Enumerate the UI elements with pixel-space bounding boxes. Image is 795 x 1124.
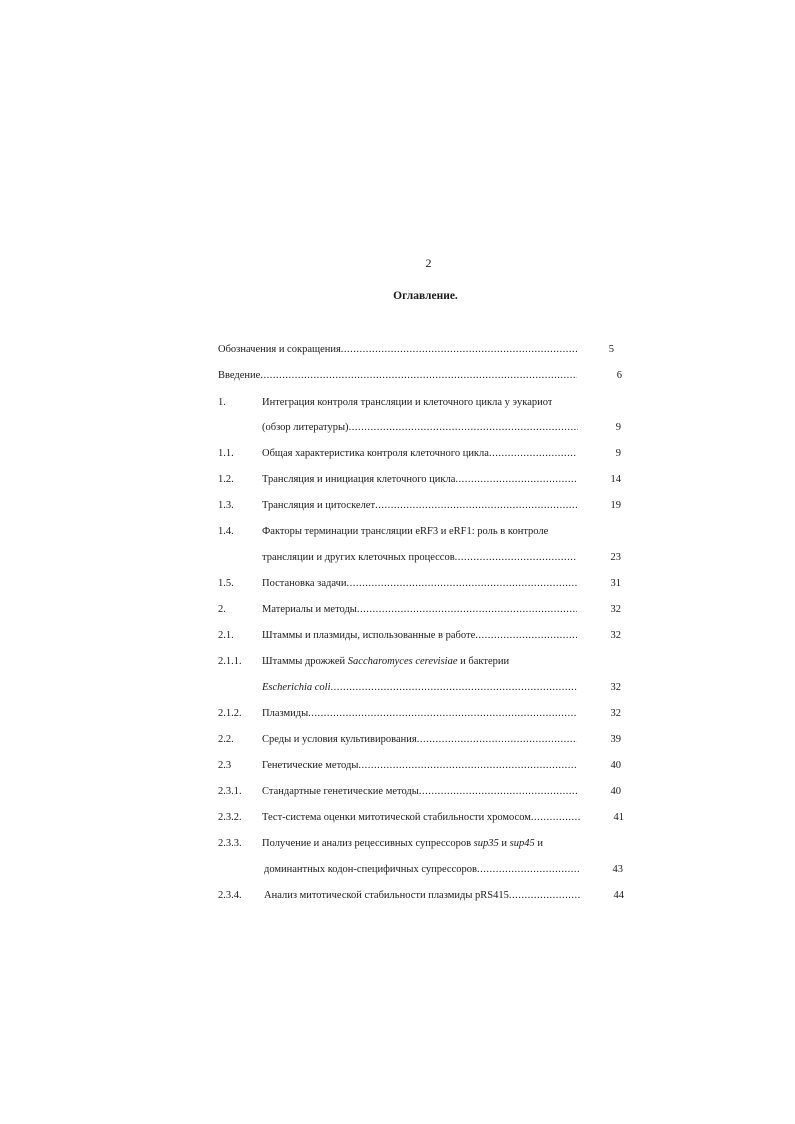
toc-number: 2.3: [218, 760, 232, 771]
toc-number: 2.3.1.: [218, 786, 242, 797]
toc-entry[interactable]: 2.3.2. Тест-система оценки митотической стабильности хромосом ..... 41: [218, 811, 580, 825]
toc-number: 2.3.2.: [218, 812, 242, 823]
toc-entry[interactable]: 1. Интеграция контроля трансляции и клеточного цикла у эукариот: [218, 397, 553, 408]
toc-entry[interactable]: 1.4. Факторы терминации трансляции eRF3 и eRF1: роль в контроле: [218, 526, 549, 537]
toc-page: 32: [610, 708, 621, 719]
toc-number: 1.3.: [218, 500, 234, 511]
toc-entry[interactable]: 2.3.1. Стандартные генетические методы ..... 40: [218, 785, 577, 799]
toc-entry[interactable]: 2. Материалы и методы ..... 32: [218, 603, 577, 617]
toc-page: 9: [615, 422, 621, 433]
toc-page: 32: [610, 604, 621, 615]
toc-page: 43: [612, 864, 623, 875]
toc-page: 31: [610, 578, 621, 589]
toc-entry[interactable]: Введение ..... 6: [218, 369, 577, 383]
toc-page: 5: [608, 344, 614, 355]
toc-entry[interactable]: 2.3.4. Анализ митотической стабильности плазмиды pRS415 ..... 44: [218, 889, 580, 903]
toc-entry[interactable]: (обзор литературы) ..... 9: [262, 421, 578, 435]
toc-number: 2.: [218, 604, 226, 615]
toc-entry[interactable]: 1.2. Трансляция и инициация клеточного цикла ..... 14: [218, 473, 577, 487]
toc-entry[interactable]: Escherichia coli ..... 32: [262, 681, 577, 695]
toc-entry[interactable]: доминантных кодон-специфичных супрессоров ..... 43: [264, 863, 579, 877]
toc-page: 44: [613, 890, 624, 901]
toc-number: 2.1.: [218, 630, 234, 641]
toc-page: 40: [610, 760, 621, 771]
toc-page: 39: [610, 734, 621, 745]
toc-number: 2.3.4.: [218, 890, 242, 901]
page-number: 2: [425, 256, 432, 270]
toc-page: 40: [610, 786, 621, 797]
toc-number: 1.: [218, 397, 226, 408]
toc-entry[interactable]: трансляции и других клеточных процессов ..... 23: [262, 551, 577, 565]
toc-page: 14: [610, 474, 621, 485]
toc-entry[interactable]: 2.2. Среды и условия культивирования ..... 39: [218, 733, 577, 747]
toc-entry[interactable]: Обозначения и сокращения ..... 5: [218, 343, 577, 357]
toc-number: 2.1.1.: [218, 656, 242, 667]
toc-number: 1.2.: [218, 474, 234, 485]
toc-number: 2.1.2.: [218, 708, 242, 719]
toc-page: 9: [615, 448, 621, 459]
toc-entry[interactable]: 1.1. Общая характеристика контроля клеточного цикла ..... 9: [218, 447, 577, 461]
toc-page: 6: [616, 370, 622, 381]
toc-number: 1.5.: [218, 578, 234, 589]
toc-number: 2.2.: [218, 734, 234, 745]
toc-number: 2.3.3.: [218, 838, 242, 849]
toc-page: 32: [610, 682, 621, 693]
toc-entry[interactable]: 2.1.1. Штаммы дрожжей Saccharomyces cerevisiae и бактерии: [218, 656, 510, 667]
toc-entry[interactable]: 2.1. Штаммы и плазмиды, использованные в работе ..... 32: [218, 629, 577, 643]
toc-number: 1.4.: [218, 526, 234, 537]
toc-page: 19: [610, 500, 621, 511]
toc-number: 1.1.: [218, 448, 234, 459]
toc-entry[interactable]: 2.1.2. Плазмиды ..... 32: [218, 707, 577, 721]
toc-title: Оглавление.: [393, 290, 458, 302]
toc-entry[interactable]: 2.3 Генетические методы ..... 40: [218, 759, 577, 773]
toc-entry[interactable]: 2.3.3. Получение и анализ рецессивных супрессоров sup35 и sup45 и: [218, 838, 543, 849]
toc-page: 23: [610, 552, 621, 563]
toc-page: 41: [613, 812, 624, 823]
toc-page: 32: [610, 630, 621, 641]
toc-entry[interactable]: 1.5. Постановка задачи ..... 31: [218, 577, 577, 591]
toc-entry[interactable]: 1.3. Трансляция и цитоскелет ..... 19: [218, 499, 577, 513]
